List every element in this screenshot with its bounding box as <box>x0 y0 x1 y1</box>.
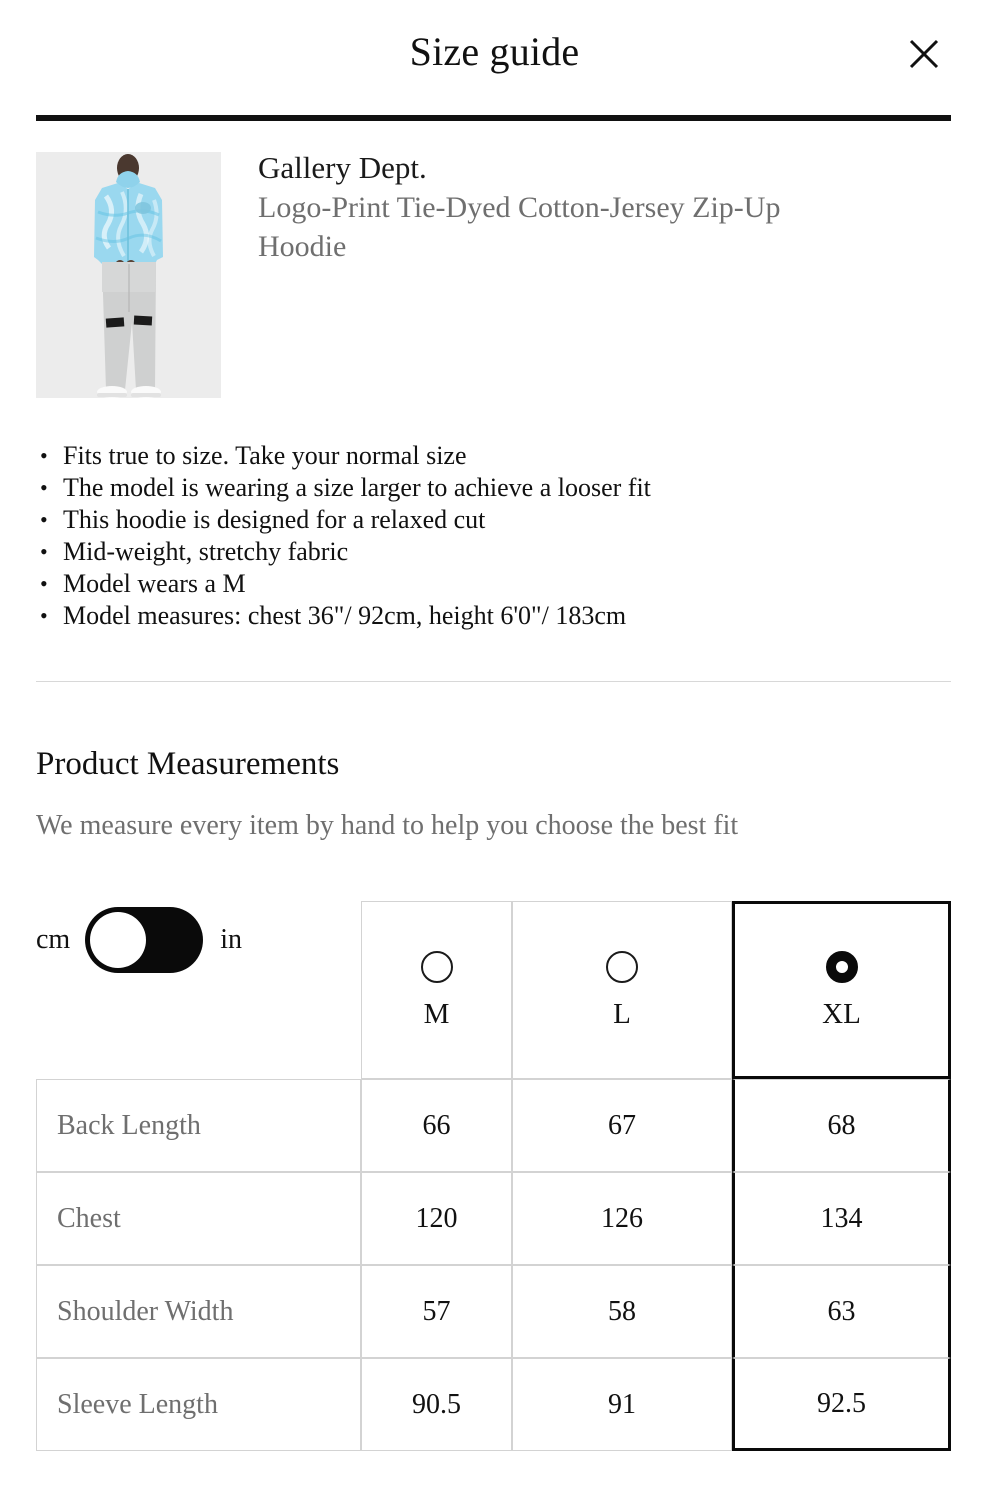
cell-value: 57 <box>422 1295 451 1327</box>
size-option-xl[interactable] <box>732 901 951 1079</box>
cell-xl <box>732 1172 951 1265</box>
product-name: Logo-Print Tie-Dyed Cotton-Jersey Zip-Up Hoodie <box>258 191 781 263</box>
cell-value: 66 <box>422 1109 451 1141</box>
list-item: • Model measures: chest 36"/ 92cm, height 6'0"/ 183cm <box>36 600 951 632</box>
close-icon[interactable] <box>898 28 950 80</box>
brand-name: Gallery Dept. <box>258 150 427 185</box>
table-row <box>36 1265 951 1358</box>
cell-value: 90.5 <box>412 1388 461 1420</box>
size-label: L <box>613 998 631 1030</box>
modal-header <box>0 0 989 108</box>
cell-value: 68 <box>827 1109 856 1141</box>
product-text <box>258 148 898 266</box>
radio-icon <box>606 951 638 983</box>
size-label: M <box>423 998 450 1030</box>
radio-icon <box>421 951 453 983</box>
fit-notes-list <box>36 440 951 632</box>
cell-value: 126 <box>601 1202 643 1234</box>
size-option-l[interactable] <box>512 901 732 1079</box>
list-item: • Mid-weight, stretchy fabric <box>36 536 951 568</box>
cell-l <box>512 1172 732 1265</box>
cell-value: 134 <box>820 1202 863 1234</box>
row-label: Shoulder Width <box>36 1265 361 1358</box>
table-row <box>36 1172 951 1265</box>
cell-value: 120 <box>415 1202 458 1234</box>
page-title: Size guide <box>409 29 580 74</box>
row-label: Back Length <box>36 1079 361 1172</box>
cell-value: 63 <box>827 1295 856 1327</box>
measurements-subheading: We measure every item by hand to help you choose the best fit <box>36 810 739 841</box>
product-summary <box>36 152 951 402</box>
header-divider <box>36 115 951 121</box>
table-row <box>36 1358 951 1451</box>
cell-l <box>512 1079 732 1172</box>
unit-label-in: in <box>220 924 242 955</box>
list-item: • This hoodie is designed for a relaxed cut <box>36 504 951 536</box>
row-label: Chest <box>36 1172 361 1265</box>
cell-m <box>361 1172 512 1265</box>
cell-l <box>512 1265 732 1358</box>
unit-label-cm: cm <box>36 924 71 955</box>
product-image <box>36 152 221 398</box>
measurements-heading: Product Measurements <box>36 746 340 782</box>
size-table-header <box>36 901 951 1079</box>
row-label: Sleeve Length <box>36 1358 361 1451</box>
list-item: • The model is wearing a size larger to achieve a looser fit <box>36 472 951 504</box>
cell-m <box>361 1265 512 1358</box>
section-divider <box>36 681 951 682</box>
size-option-m[interactable] <box>361 901 512 1079</box>
cell-l <box>512 1358 732 1451</box>
radio-selected-icon <box>826 951 858 983</box>
list-item: • Fits true to size. Take your normal size <box>36 440 951 472</box>
cell-value: 58 <box>608 1295 636 1327</box>
cell-m <box>361 1358 512 1451</box>
list-item: • Model wears a M <box>36 568 951 600</box>
cell-xl <box>732 1079 951 1172</box>
cell-xl <box>732 1265 951 1358</box>
cell-m <box>361 1079 512 1172</box>
size-label: XL <box>822 998 861 1030</box>
cell-value: 67 <box>608 1109 636 1141</box>
size-table-body <box>36 1079 951 1451</box>
table-row <box>36 1079 951 1172</box>
cell-value: 91 <box>608 1388 636 1420</box>
cell-xl <box>732 1358 951 1451</box>
cell-value: 92.5 <box>817 1387 866 1419</box>
